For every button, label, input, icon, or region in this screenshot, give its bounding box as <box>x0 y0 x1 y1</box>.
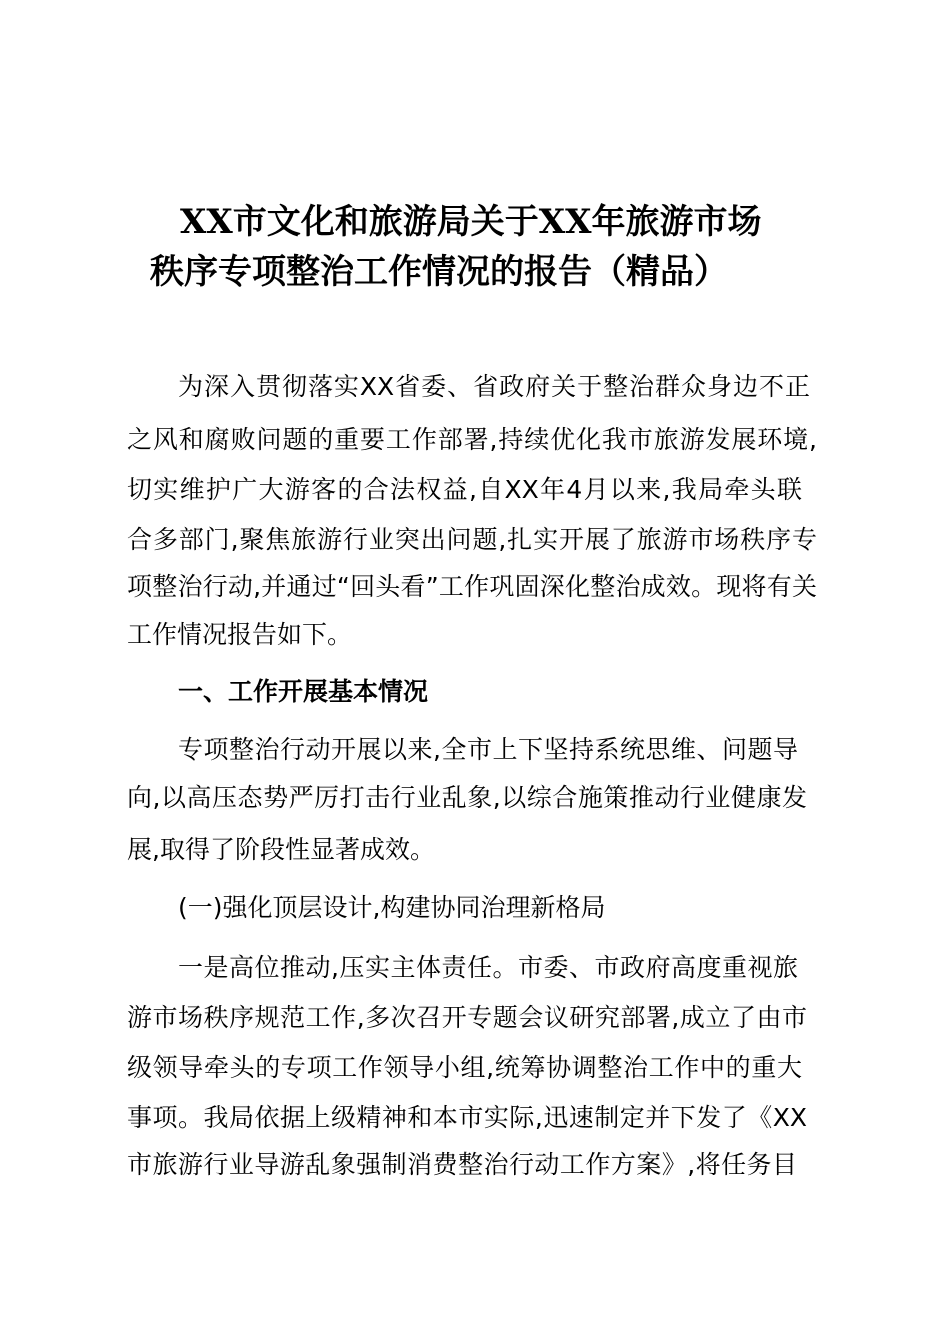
subsection-heading: (一)强化顶层设计,构建协同治理新格局 <box>178 893 606 922</box>
document-title-line-1: XX市文化和旅游局关于XX年旅游市场 <box>180 202 762 242</box>
subsection-paragraph-line: 游市场秩序规范工作,多次召开专题会议研究部署,成立了由市 <box>127 1003 807 1032</box>
intro-line: 项整治行动,并通过“回头看”工作巩固深化整治成效。现将有关 <box>127 572 817 601</box>
intro-line: 切实维护广大游客的合法权益,自XX年4月以来,我局牵头联 <box>127 475 802 504</box>
intro-line: 之风和腐败问题的重要工作部署,持续优化我市旅游发展环境, <box>127 425 817 454</box>
section-paragraph-line: 向,以高压态势严厉打击行业乱象,以综合施策推动行业健康发 <box>127 783 807 812</box>
intro-line: 合多部门,聚焦旅游行业突出问题,扎实开展了旅游市场秩序专 <box>127 525 817 554</box>
section-paragraph-line: 专项整治行动开展以来,全市上下坚持系统思维、问题导 <box>178 735 798 764</box>
section-heading: 一、工作开展基本情况 <box>178 677 429 706</box>
subsection-paragraph-line: 一是高位推动,压实主体责任。市委、市政府高度重视旅 <box>178 953 798 982</box>
intro-line: 为深入贯彻落实XX省委、省政府关于整治群众身边不正 <box>178 372 810 401</box>
section-paragraph-line: 展,取得了阶段性显著成效。 <box>127 835 435 864</box>
document-title-line-2: 秩序专项整治工作情况的报告（精品） <box>150 252 728 292</box>
subsection-paragraph-line: 市旅游行业导游乱象强制消费整治行动工作方案》,将任务目 <box>127 1150 797 1179</box>
subsection-paragraph-line: 事项。我局依据上级精神和本市实际,迅速制定并下发了《XX <box>127 1103 807 1132</box>
intro-line: 工作情况报告如下。 <box>127 620 353 649</box>
subsection-paragraph-line: 级领导牵头的专项工作领导小组,统筹协调整治工作中的重大 <box>127 1053 802 1082</box>
